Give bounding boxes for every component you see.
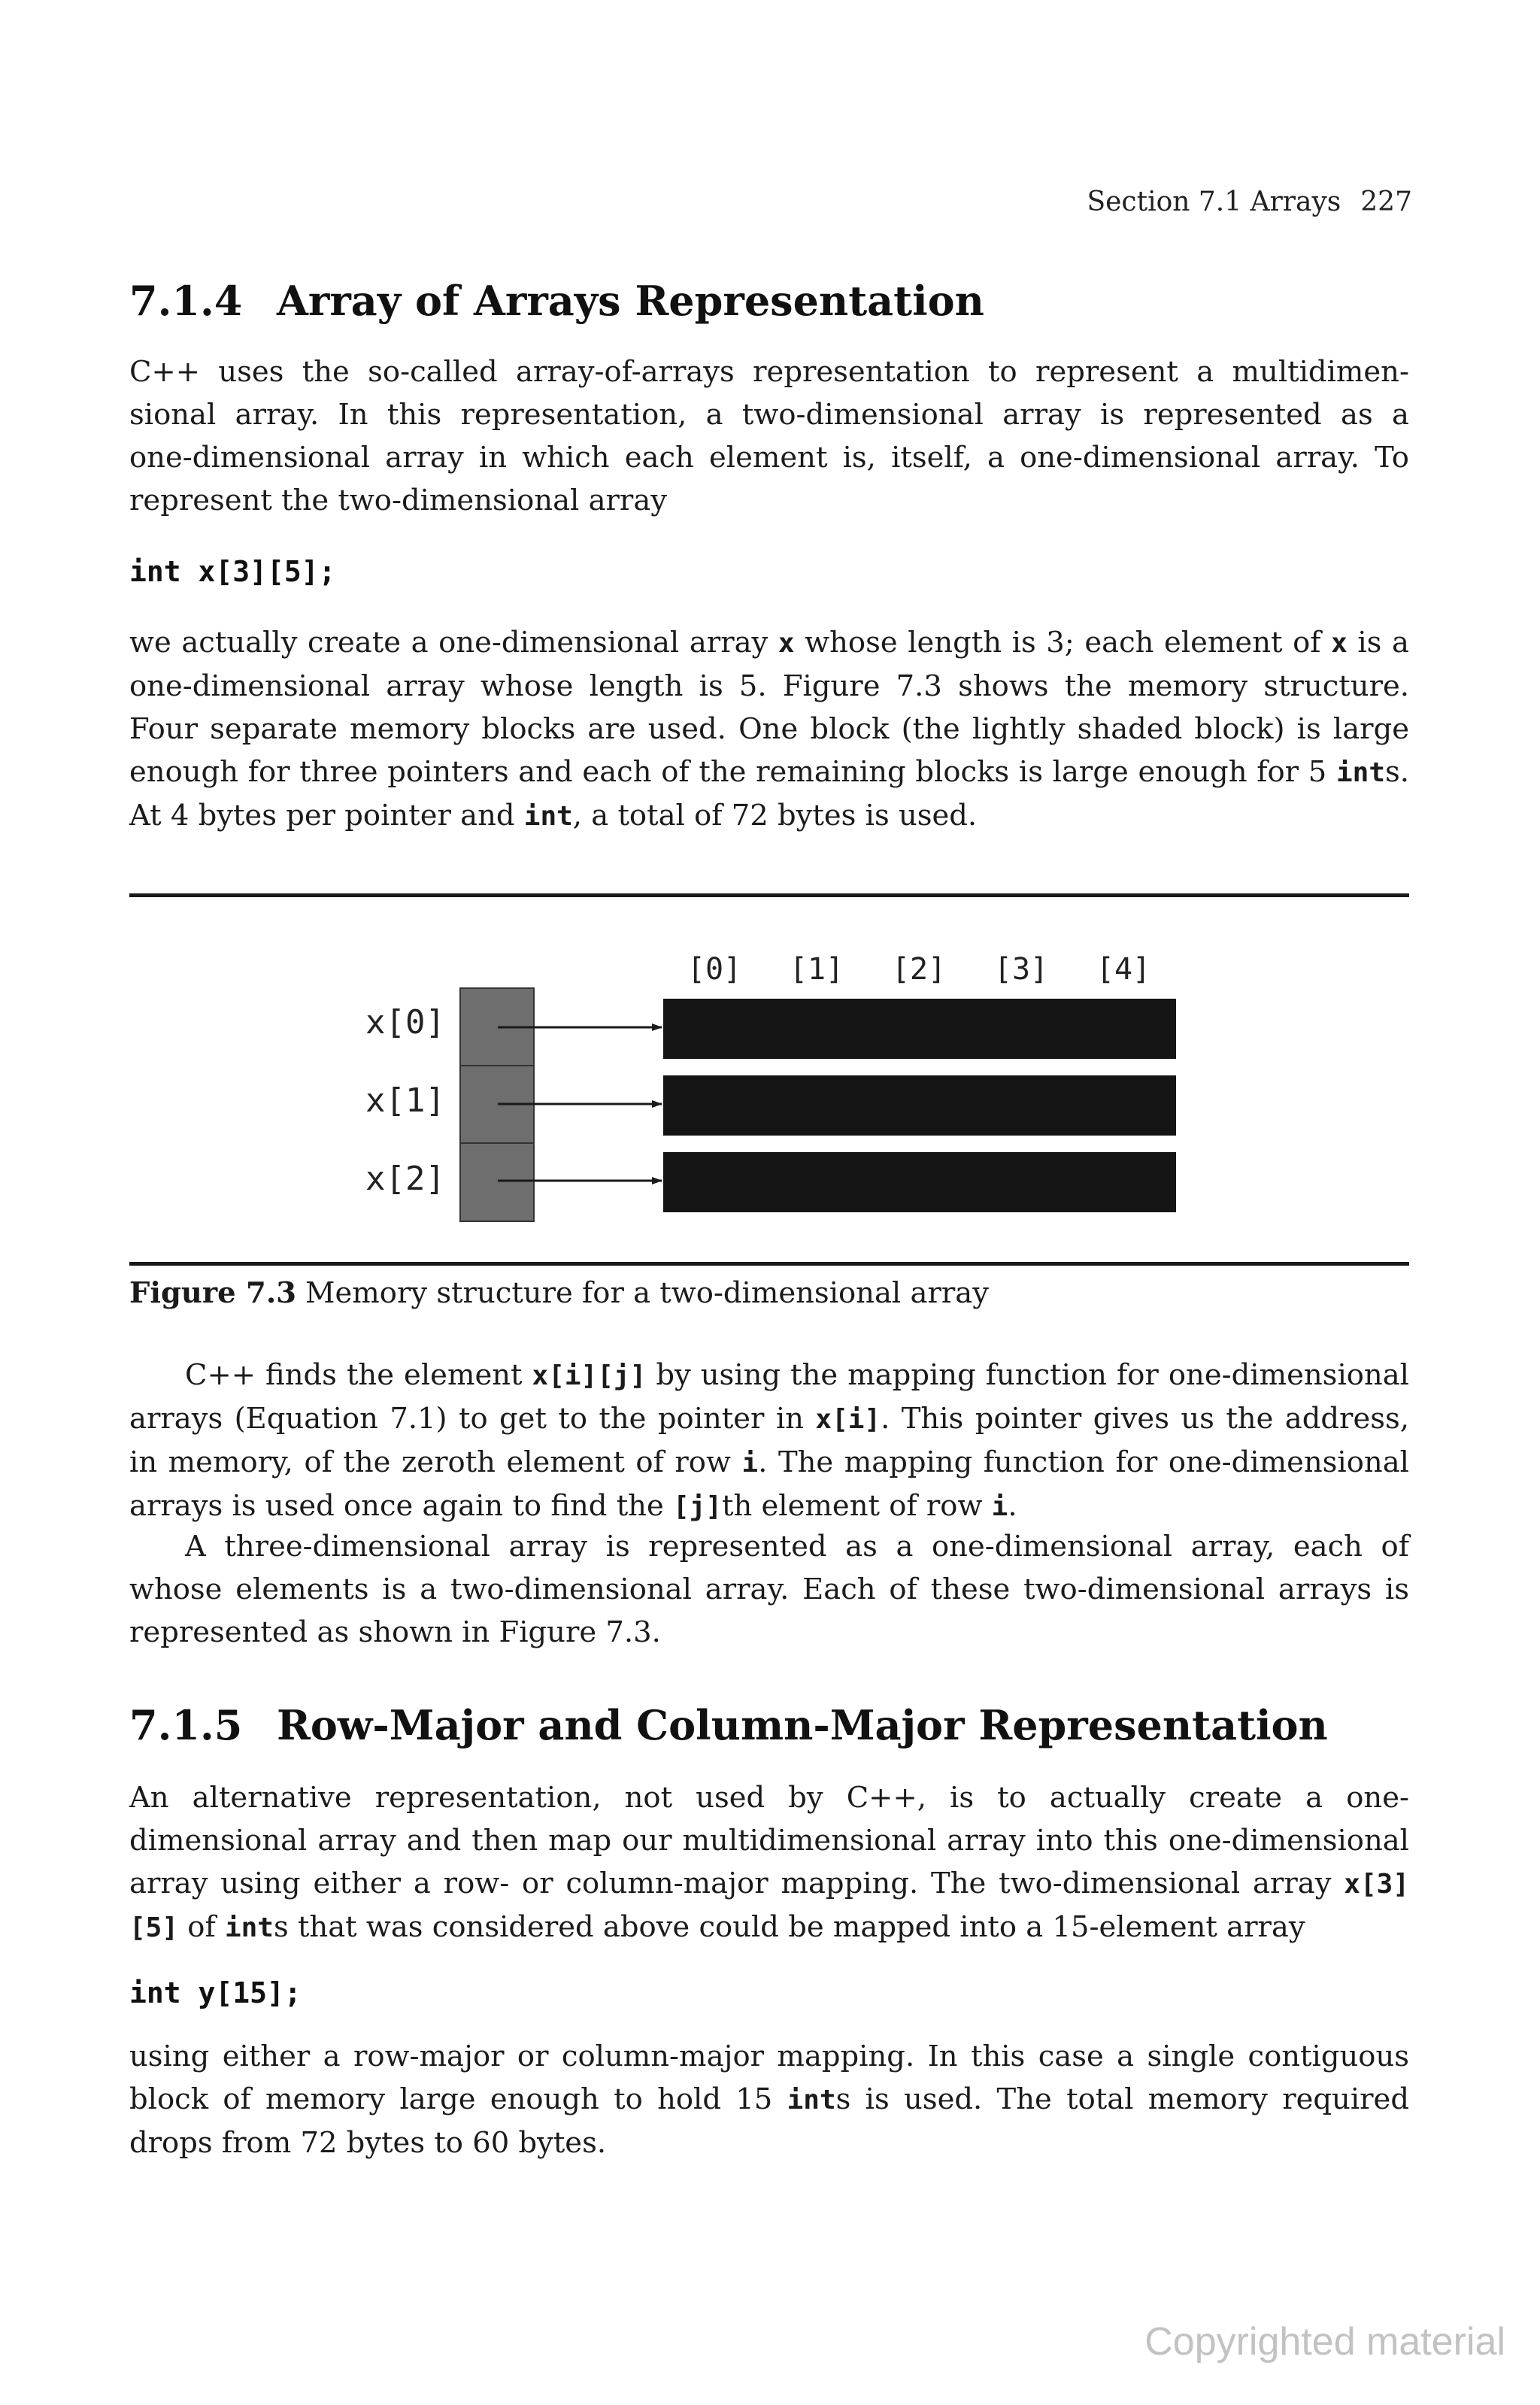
row-block-1 (663, 1075, 1176, 1136)
column-label: [3] (993, 952, 1049, 987)
text-run: s that was considered above could be mapped into a 15-element array (273, 1910, 1305, 1944)
text-run: by using the mapping function for one-dimensional arrays (Equation 7.1) to get to the pointer in (129, 1358, 1409, 1436)
section-label: Section 7.1 Arrays (1087, 187, 1341, 217)
text-run: th element of row (722, 1489, 992, 1523)
text-run: of (178, 1910, 225, 1944)
row-label: x[0] (365, 1003, 445, 1042)
text-run: is a one-dimensional array whose length is 5. Figure 7.3 shows the memory structure. Four separate memory blocks are used. One block (the lightly shaded block) is large enough for three pointers and each of the remaining blocks is large enough for 5 (129, 626, 1409, 789)
section-title: Row-Major and Column-Major Representation (277, 1701, 1328, 1749)
page-number: 227 (1360, 187, 1412, 217)
row-block-2 (663, 1152, 1176, 1212)
text-run: An alternative representation, not used by C++, is to actually create a one-dimensional array and then map our multidimensional array into this one-dimensional array using either a row- or column-major mapping. The two-dimensional array (129, 1781, 1409, 1900)
code-run: x[i] (815, 1404, 881, 1435)
text-line: represent the two-dimensional array (129, 484, 668, 517)
text-run: s is used. The total memory required drops from 72 bytes to 60 bytes. (129, 2082, 1409, 2160)
row-label: x[1] (365, 1081, 445, 1120)
section-number: 7.1.5 (129, 1701, 243, 1749)
row-block-0 (663, 999, 1176, 1059)
text-run: , a total of 72 bytes is used. (572, 799, 978, 832)
text-run: . This pointer gives us the address, in memory, of the zeroth element of row (129, 1402, 1409, 1479)
code-run: x[3][5] (129, 1869, 1409, 1943)
column-label: [0] (687, 952, 742, 987)
mapping-paragraph (129, 1354, 1409, 1528)
text-line: C++ uses the so-called array-of-arrays representation to represent a multidimen- (129, 355, 1409, 389)
code-run: x (1331, 628, 1348, 659)
text-run: using either a row-major or column-major mapping. In this case a single contiguous block of memory large enough to hold 15 (129, 2040, 1409, 2116)
code-run: [j] (672, 1491, 723, 1522)
caption-label: Figure 7.3 (129, 1276, 297, 1310)
text-run: . The mapping function for one-dimensional arrays is used once again to find the (129, 1445, 1409, 1523)
figure-caption (129, 1276, 989, 1310)
code-run: int (224, 1912, 274, 1943)
code-run: x (778, 628, 795, 659)
text-run: C++ finds the element (185, 1358, 532, 1392)
text-line: sional array. In this representation, a two-dimensional array is represented as a (129, 398, 1409, 432)
figure-bottom-rule (129, 1262, 1409, 1266)
column-label: [2] (891, 952, 947, 987)
code-declaration-x: int x[3][5]; (129, 555, 336, 588)
text-run: whose length is 3; each element of (794, 626, 1332, 660)
code-declaration-y: int y[15]; (129, 1976, 302, 2009)
three-dim-paragraph: A three-dimensional array is represented as a one-dimensional array, each of whose elements is a two-dimensional array. Each of these two-dimensional arrays is represented as shown in Figure 7.3. (129, 1530, 1409, 1649)
text-run: we actually create a one-dimensional array (129, 626, 778, 660)
closing-paragraph (129, 2035, 1409, 2164)
code-run: i (991, 1491, 1008, 1522)
section-heading-7-1-5 (129, 1701, 1423, 1749)
code-run: x[i][j] (532, 1360, 647, 1391)
text-run: s. At 4 bytes per pointer and (129, 755, 1409, 832)
column-label: [1] (789, 952, 844, 987)
code-run: int (523, 801, 573, 832)
code-run: int (787, 2085, 836, 2115)
section-number: 7.1.4 (129, 277, 243, 325)
text-run: . (1008, 1489, 1017, 1523)
copyright-watermark: Copyrighted material (1144, 2320, 1505, 2364)
section-title: Array of Arrays Representation (277, 277, 984, 325)
column-label: [4] (1096, 952, 1151, 987)
row-label: x[2] (365, 1160, 445, 1198)
text-line: one-dimensional array in which each element is, itself, a one-dimensional array. To (129, 441, 1409, 475)
caption-text: Memory structure for a two-dimensional array (305, 1276, 989, 1310)
code-run: i (741, 1448, 759, 1478)
alternative-paragraph (129, 1776, 1409, 1949)
code-run: int (1335, 757, 1385, 788)
